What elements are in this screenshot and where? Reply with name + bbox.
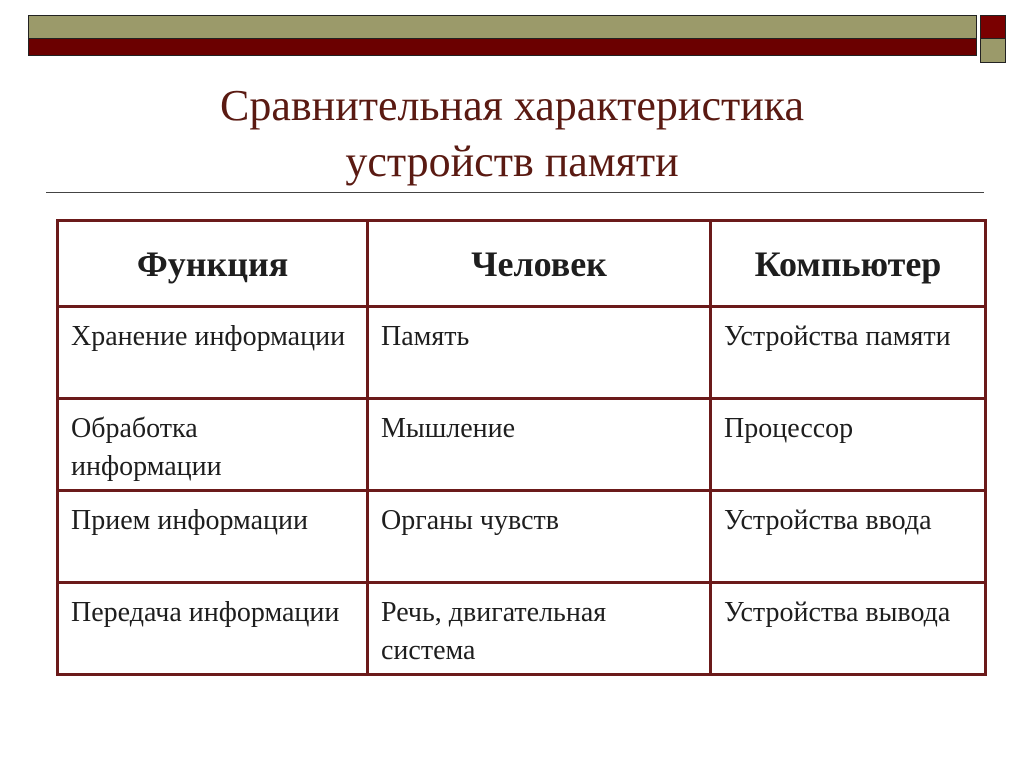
table-cell-function: Прием информации: [58, 491, 368, 583]
table-cell-function: Передача информации: [58, 583, 368, 675]
table-cell-human: Память: [368, 307, 711, 399]
slide-title: [40, 78, 984, 190]
table-header-row: [58, 221, 986, 307]
table-cell-computer: Процессор: [711, 399, 986, 491]
table-cell-function: Хранение информации: [58, 307, 368, 399]
slide-title-line-1: Сравнительная характеристика: [220, 81, 804, 130]
header-bar-olive: [28, 15, 977, 39]
table-cell-human: Органы чувств: [368, 491, 711, 583]
table-row: [58, 583, 986, 675]
table-cell-computer: Устройства вывода: [711, 583, 986, 675]
table-row: [58, 399, 986, 491]
table-cell-computer: Устройства ввода: [711, 491, 986, 583]
column-header-computer: Компьютер: [711, 221, 986, 307]
table-cell-function: Обработка информации: [58, 399, 368, 491]
table-cell-computer: Устройства памяти: [711, 307, 986, 399]
corner-square-red: [980, 15, 1006, 39]
column-header-function: Функция: [58, 221, 368, 307]
table-cell-human: Мышление: [368, 399, 711, 491]
slide-title-line-2: устройств памяти: [345, 137, 679, 186]
column-header-human: Человек: [368, 221, 711, 307]
table-cell-human: Речь, двигательная система: [368, 583, 711, 675]
corner-square-olive: [980, 39, 1006, 63]
table-row: [58, 491, 986, 583]
title-divider: [46, 192, 984, 193]
comparison-table: [56, 219, 987, 676]
comparison-table-container: [56, 219, 987, 676]
table-row: [58, 307, 986, 399]
header-bar-maroon: [28, 39, 977, 56]
